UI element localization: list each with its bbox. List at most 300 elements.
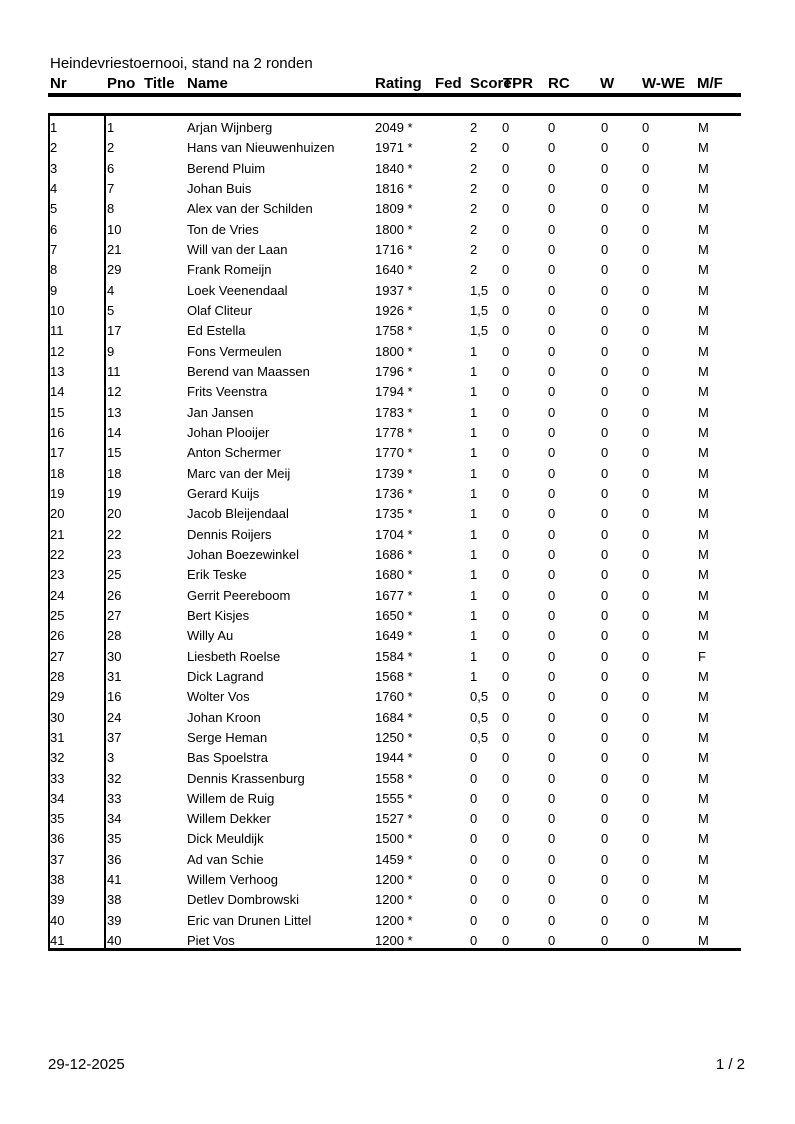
cell-rating: 1778 * <box>375 424 413 440</box>
table-row <box>0 199 795 219</box>
page-title: Heindevriestoernooi, stand na 2 ronden <box>50 55 313 72</box>
cell-w: 0 <box>601 120 609 135</box>
table-row <box>0 504 795 524</box>
cell-rc: 0 <box>548 526 556 542</box>
cell-score: 1,5 <box>470 323 489 339</box>
cell-name: Alex van der Schilden <box>187 201 313 217</box>
cell-score: 0 <box>470 892 478 908</box>
table-row <box>0 138 795 158</box>
cell-pno: 32 <box>107 770 122 786</box>
cell-mf: M <box>698 912 709 928</box>
cell-pno: 33 <box>107 790 122 806</box>
cell-w: 0 <box>601 811 609 827</box>
cell-wwe: 0 <box>642 892 650 908</box>
cell-wwe: 0 <box>642 241 650 257</box>
cell-tpr: 0 <box>502 567 510 583</box>
cell-score: 1 <box>470 343 478 359</box>
cell-wwe: 0 <box>642 363 650 379</box>
cell-rating: 1200 * <box>375 892 413 908</box>
cell-name: Fons Vermeulen <box>187 343 282 359</box>
cell-tpr: 0 <box>502 831 510 847</box>
table-row <box>0 403 795 423</box>
cell-nr: 8 <box>50 262 58 278</box>
col-pno-header: Pno <box>107 75 136 92</box>
cell-name: Ed Estella <box>187 323 246 339</box>
cell-mf: M <box>698 465 709 481</box>
cell-score: 1 <box>470 485 478 501</box>
cell-name: Gerard Kuijs <box>187 485 260 501</box>
cell-wwe: 0 <box>642 445 650 461</box>
cell-score: 1 <box>470 445 478 461</box>
cell-wwe: 0 <box>642 933 650 949</box>
cell-w: 0 <box>601 628 609 644</box>
cell-name: Jacob Bleijendaal <box>187 506 289 522</box>
cell-rating: 1739 * <box>375 465 413 481</box>
cell-tpr: 0 <box>502 587 510 603</box>
cell-mf: M <box>698 221 709 237</box>
cell-rc: 0 <box>548 811 556 827</box>
standings-table-body <box>0 118 795 951</box>
cell-wwe: 0 <box>642 567 650 583</box>
cell-rating: 1250 * <box>375 729 413 745</box>
cell-nr: 1 <box>50 120 58 135</box>
cell-name: Johan Plooijer <box>187 424 270 440</box>
cell-w: 0 <box>601 933 609 949</box>
cell-mf: M <box>698 262 709 278</box>
cell-rc: 0 <box>548 831 556 847</box>
cell-pno: 16 <box>107 689 122 705</box>
cell-score: 2 <box>470 140 478 156</box>
cell-wwe: 0 <box>642 648 650 664</box>
cell-tpr: 0 <box>502 404 510 420</box>
cell-rating: 1500 * <box>375 831 413 847</box>
cell-score: 2 <box>470 241 478 257</box>
cell-nr: 3 <box>50 160 58 176</box>
cell-name: Loek Veenendaal <box>187 282 288 298</box>
cell-score: 0,5 <box>470 689 489 705</box>
cell-pno: 8 <box>107 201 115 217</box>
cell-w: 0 <box>601 567 609 583</box>
cell-pno: 35 <box>107 831 122 847</box>
cell-mf: M <box>698 933 709 949</box>
cell-wwe: 0 <box>642 811 650 827</box>
cell-mf: M <box>698 363 709 379</box>
cell-name: Detlev Dombrowski <box>187 892 299 908</box>
cell-tpr: 0 <box>502 363 510 379</box>
cell-w: 0 <box>601 424 609 440</box>
cell-name: Gerrit Peereboom <box>187 587 291 603</box>
cell-nr: 9 <box>50 282 58 298</box>
cell-wwe: 0 <box>642 872 650 888</box>
cell-score: 0,5 <box>470 729 489 745</box>
cell-w: 0 <box>601 506 609 522</box>
table-row <box>0 890 795 910</box>
cell-mf: M <box>698 770 709 786</box>
cell-nr: 18 <box>50 465 65 481</box>
cell-mf: M <box>698 445 709 461</box>
cell-mf: M <box>698 302 709 318</box>
cell-rating: 1558 * <box>375 770 413 786</box>
cell-wwe: 0 <box>642 912 650 928</box>
cell-pno: 21 <box>107 241 122 257</box>
cell-name: Jan Jansen <box>187 404 254 420</box>
cell-score: 0 <box>470 811 478 827</box>
cell-score: 2 <box>470 201 478 217</box>
cell-name: Bas Spoelstra <box>187 750 268 766</box>
cell-w: 0 <box>601 180 609 196</box>
cell-rating: 1736 * <box>375 485 413 501</box>
table-row <box>0 525 795 545</box>
cell-w: 0 <box>601 607 609 623</box>
cell-rc: 0 <box>548 485 556 501</box>
cell-tpr: 0 <box>502 628 510 644</box>
cell-mf: M <box>698 404 709 420</box>
table-row <box>0 748 795 768</box>
cell-mf: M <box>698 546 709 562</box>
cell-w: 0 <box>601 465 609 481</box>
cell-wwe: 0 <box>642 628 650 644</box>
cell-pno: 3 <box>107 750 115 766</box>
cell-tpr: 0 <box>502 770 510 786</box>
cell-mf: M <box>698 587 709 603</box>
cell-mf: M <box>698 485 709 501</box>
cell-rating: 1971 * <box>375 140 413 156</box>
table-row <box>0 443 795 463</box>
cell-name: Hans van Nieuwenhuizen <box>187 140 335 156</box>
cell-rating: 1758 * <box>375 323 413 339</box>
cell-score: 1 <box>470 648 478 664</box>
cell-name: Ton de Vries <box>187 221 259 237</box>
cell-wwe: 0 <box>642 729 650 745</box>
cell-nr: 7 <box>50 241 58 257</box>
cell-rating: 1650 * <box>375 607 413 623</box>
cell-tpr: 0 <box>502 546 510 562</box>
cell-name: Willem de Ruig <box>187 790 275 806</box>
cell-wwe: 0 <box>642 506 650 522</box>
cell-nr: 27 <box>50 648 65 664</box>
cell-nr: 17 <box>50 445 65 461</box>
cell-pno: 15 <box>107 445 122 461</box>
cell-pno: 22 <box>107 526 122 542</box>
cell-rc: 0 <box>548 363 556 379</box>
cell-w: 0 <box>601 912 609 928</box>
col-score-header: Score <box>470 75 512 92</box>
page-number: 1 / 2 <box>715 1056 745 1073</box>
cell-wwe: 0 <box>642 526 650 542</box>
cell-tpr: 0 <box>502 851 510 867</box>
cell-rating: 1716 * <box>375 241 413 257</box>
cell-mf: M <box>698 506 709 522</box>
col-name-header: Name <box>187 75 228 92</box>
cell-pno: 38 <box>107 892 122 908</box>
cell-tpr: 0 <box>502 424 510 440</box>
cell-wwe: 0 <box>642 221 650 237</box>
cell-w: 0 <box>601 526 609 542</box>
cell-nr: 6 <box>50 221 58 237</box>
cell-nr: 38 <box>50 872 65 888</box>
cell-nr: 32 <box>50 750 65 766</box>
cell-name: Willy Au <box>187 628 234 644</box>
cell-mf: M <box>698 343 709 359</box>
cell-tpr: 0 <box>502 872 510 888</box>
table-row <box>0 850 795 870</box>
cell-rc: 0 <box>548 282 556 298</box>
cell-mf: M <box>698 892 709 908</box>
cell-wwe: 0 <box>642 485 650 501</box>
cell-nr: 25 <box>50 607 65 623</box>
cell-wwe: 0 <box>642 831 650 847</box>
cell-nr: 24 <box>50 587 65 603</box>
cell-mf: M <box>698 160 709 176</box>
cell-rc: 0 <box>548 465 556 481</box>
cell-rc: 0 <box>548 384 556 400</box>
cell-rating: 2049 * <box>375 120 413 135</box>
cell-w: 0 <box>601 668 609 684</box>
cell-mf: M <box>698 607 709 623</box>
cell-rating: 1800 * <box>375 221 413 237</box>
cell-score: 1 <box>470 506 478 522</box>
col-w-header: W <box>600 75 615 92</box>
cell-rc: 0 <box>548 628 556 644</box>
cell-rating: 1704 * <box>375 526 413 542</box>
cell-w: 0 <box>601 648 609 664</box>
cell-w: 0 <box>601 709 609 725</box>
cell-mf: M <box>698 424 709 440</box>
cell-nr: 23 <box>50 567 65 583</box>
cell-pno: 7 <box>107 180 115 196</box>
table-row <box>0 829 795 849</box>
cell-rc: 0 <box>548 506 556 522</box>
cell-w: 0 <box>601 282 609 298</box>
table-row <box>0 626 795 646</box>
cell-pno: 29 <box>107 262 122 278</box>
cell-pno: 4 <box>107 282 115 298</box>
table-row <box>0 159 795 179</box>
cell-score: 1,5 <box>470 282 489 298</box>
cell-w: 0 <box>601 729 609 745</box>
cell-name: Willem Dekker <box>187 811 271 827</box>
cell-rc: 0 <box>548 689 556 705</box>
cell-pno: 30 <box>107 648 122 664</box>
cell-score: 1 <box>470 607 478 623</box>
cell-rc: 0 <box>548 241 556 257</box>
cell-mf: M <box>698 709 709 725</box>
cell-nr: 4 <box>50 180 58 196</box>
table-row <box>0 342 795 362</box>
cell-wwe: 0 <box>642 689 650 705</box>
cell-wwe: 0 <box>642 546 650 562</box>
cell-score: 0,5 <box>470 709 489 725</box>
cell-pno: 41 <box>107 872 122 888</box>
cell-rc: 0 <box>548 160 556 176</box>
cell-pno: 17 <box>107 323 122 339</box>
cell-pno: 34 <box>107 811 122 827</box>
cell-score: 1 <box>470 587 478 603</box>
cell-name: Bert Kisjes <box>187 607 250 623</box>
cell-tpr: 0 <box>502 323 510 339</box>
table-row <box>0 870 795 890</box>
col-rc-header: RC <box>548 75 570 92</box>
cell-w: 0 <box>601 201 609 217</box>
cell-name: Dennis Roijers <box>187 526 272 542</box>
cell-wwe: 0 <box>642 140 650 156</box>
cell-nr: 11 <box>50 323 64 339</box>
cell-wwe: 0 <box>642 587 650 603</box>
cell-score: 2 <box>470 120 478 135</box>
cell-nr: 33 <box>50 770 65 786</box>
table-header <box>50 75 740 95</box>
cell-pno: 5 <box>107 302 115 318</box>
cell-name: Dennis Krassenburg <box>187 770 305 786</box>
cell-score: 0 <box>470 851 478 867</box>
cell-mf: M <box>698 120 709 135</box>
cell-tpr: 0 <box>502 912 510 928</box>
cell-wwe: 0 <box>642 302 650 318</box>
col-fed-header: Fed <box>435 75 462 92</box>
cell-name: Arjan Wijnberg <box>187 120 273 135</box>
cell-w: 0 <box>601 363 609 379</box>
cell-mf: M <box>698 790 709 806</box>
cell-nr: 37 <box>50 851 65 867</box>
cell-tpr: 0 <box>502 811 510 827</box>
cell-mf: M <box>698 689 709 705</box>
cell-nr: 5 <box>50 201 58 217</box>
cell-score: 1 <box>470 526 478 542</box>
cell-rating: 1809 * <box>375 201 413 217</box>
cell-mf: M <box>698 668 709 684</box>
col-rating-header: Rating <box>375 75 422 92</box>
cell-score: 1 <box>470 668 478 684</box>
cell-pno: 36 <box>107 851 122 867</box>
cell-rating: 1680 * <box>375 567 413 583</box>
cell-w: 0 <box>601 160 609 176</box>
cell-name: Berend Pluim <box>187 160 266 176</box>
cell-w: 0 <box>601 851 609 867</box>
table-row <box>0 809 795 829</box>
cell-nr: 39 <box>50 892 65 908</box>
cell-w: 0 <box>601 445 609 461</box>
cell-tpr: 0 <box>502 282 510 298</box>
cell-rc: 0 <box>548 668 556 684</box>
cell-tpr: 0 <box>502 140 510 156</box>
cell-rc: 0 <box>548 648 556 664</box>
cell-pno: 28 <box>107 628 122 644</box>
cell-nr: 29 <box>50 689 65 705</box>
cell-rating: 1770 * <box>375 445 413 461</box>
table-row <box>0 423 795 443</box>
cell-w: 0 <box>601 221 609 237</box>
cell-rc: 0 <box>548 790 556 806</box>
cell-wwe: 0 <box>642 201 650 217</box>
table-row <box>0 931 795 951</box>
cell-mf: M <box>698 872 709 888</box>
cell-wwe: 0 <box>642 323 650 339</box>
cell-nr: 16 <box>50 424 65 440</box>
cell-rating: 1677 * <box>375 587 413 603</box>
cell-score: 0 <box>470 912 478 928</box>
cell-w: 0 <box>601 262 609 278</box>
cell-tpr: 0 <box>502 729 510 745</box>
cell-name: Ad van Schie <box>187 851 264 867</box>
cell-pno: 19 <box>107 485 122 501</box>
cell-rc: 0 <box>548 120 556 135</box>
cell-pno: 10 <box>107 221 122 237</box>
cell-rating: 1459 * <box>375 851 413 867</box>
cell-score: 2 <box>470 262 478 278</box>
cell-rating: 1555 * <box>375 790 413 806</box>
cell-rating: 1794 * <box>375 384 413 400</box>
cell-score: 1,5 <box>470 302 489 318</box>
cell-tpr: 0 <box>502 506 510 522</box>
cell-tpr: 0 <box>502 384 510 400</box>
cell-wwe: 0 <box>642 750 650 766</box>
cell-w: 0 <box>601 892 609 908</box>
cell-w: 0 <box>601 302 609 318</box>
cell-pno: 20 <box>107 506 122 522</box>
cell-w: 0 <box>601 546 609 562</box>
cell-name: Piet Vos <box>187 933 235 949</box>
cell-wwe: 0 <box>642 709 650 725</box>
cell-score: 0 <box>470 790 478 806</box>
cell-pno: 2 <box>107 140 115 156</box>
cell-name: Eric van Drunen Littel <box>187 912 312 928</box>
cell-tpr: 0 <box>502 465 510 481</box>
cell-rc: 0 <box>548 851 556 867</box>
table-row <box>0 606 795 626</box>
cell-mf: M <box>698 750 709 766</box>
cell-score: 0 <box>470 872 478 888</box>
cell-pno: 24 <box>107 709 122 725</box>
table-row <box>0 301 795 321</box>
cell-wwe: 0 <box>642 343 650 359</box>
cell-name: Marc van der Meij <box>187 465 291 481</box>
cell-rc: 0 <box>548 709 556 725</box>
cell-name: Dick Lagrand <box>187 668 264 684</box>
cell-rc: 0 <box>548 770 556 786</box>
cell-pno: 13 <box>107 404 122 420</box>
cell-pno: 14 <box>107 424 122 440</box>
cell-rc: 0 <box>548 912 556 928</box>
cell-rc: 0 <box>548 729 556 745</box>
cell-nr: 20 <box>50 506 65 522</box>
cell-rating: 1640 * <box>375 262 413 278</box>
cell-name: Will van der Laan <box>187 241 288 257</box>
cell-rating: 1796 * <box>375 363 413 379</box>
cell-tpr: 0 <box>502 262 510 278</box>
cell-rc: 0 <box>548 302 556 318</box>
cell-pno: 18 <box>107 465 122 481</box>
cell-rc: 0 <box>548 933 556 949</box>
cell-score: 1 <box>470 628 478 644</box>
cell-score: 0 <box>470 750 478 766</box>
cell-tpr: 0 <box>502 790 510 806</box>
cell-score: 1 <box>470 424 478 440</box>
cell-rc: 0 <box>548 546 556 562</box>
cell-w: 0 <box>601 404 609 420</box>
cell-mf: M <box>698 384 709 400</box>
cell-pno: 12 <box>107 384 122 400</box>
cell-nr: 14 <box>50 384 65 400</box>
cell-tpr: 0 <box>502 892 510 908</box>
cell-rc: 0 <box>548 201 556 217</box>
cell-rc: 0 <box>548 404 556 420</box>
cell-mf: M <box>698 323 709 339</box>
table-row <box>0 240 795 260</box>
cell-rating: 1760 * <box>375 689 413 705</box>
table-row <box>0 382 795 402</box>
table-row <box>0 911 795 931</box>
cell-tpr: 0 <box>502 750 510 766</box>
